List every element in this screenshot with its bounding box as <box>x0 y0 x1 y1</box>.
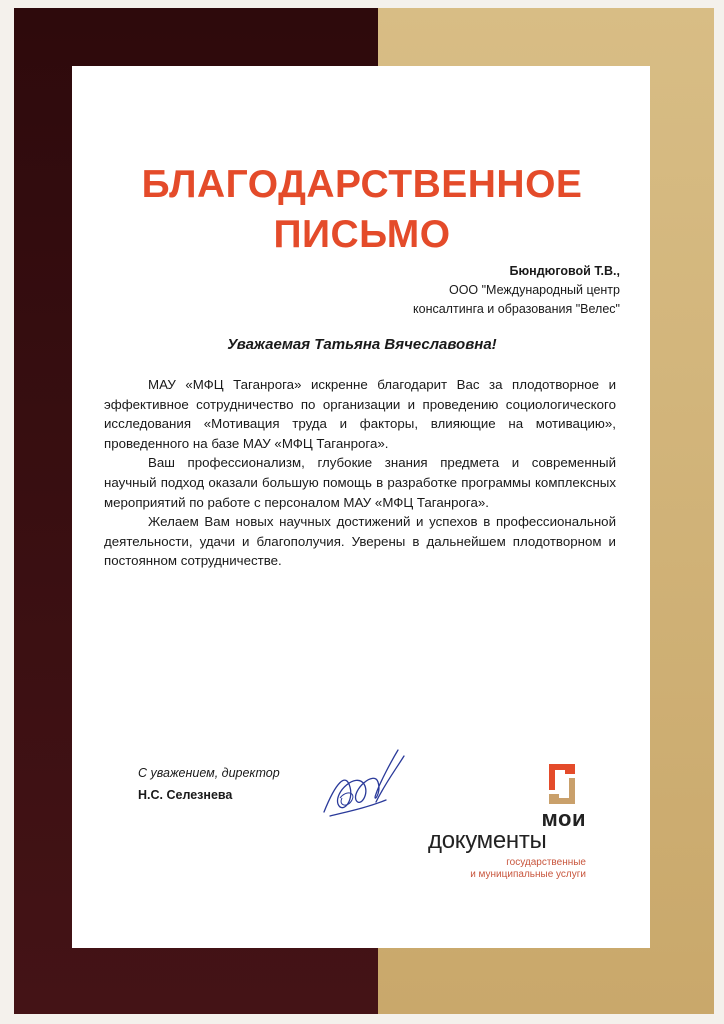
body-paragraph-2: Ваш профессионализм, глубокие знания предмета и современный научный подход оказали большую помощь в разработке программы комплексных мероприятий по работе с персоналом МАУ «МФЦ Таганрога». <box>104 455 616 510</box>
addressee-block <box>413 262 620 319</box>
logo-subtitle-line-1: государственные <box>506 857 586 868</box>
addressee-name: Бюндюговой Т.В., <box>509 264 620 278</box>
body-paragraph-3: Желаем Вам новых научных достижений и успехов в профессиональной деятельности, удачи и благополучия. Уверены в дальнейшем плодотворном и постоянном сотрудничестве. <box>104 514 616 569</box>
logo-docs: документы <box>428 827 547 854</box>
letter-body <box>104 375 616 571</box>
logo-subtitle <box>470 857 586 881</box>
closing-block <box>138 762 280 806</box>
logo-subtitle-line-2: и муниципальные услуги <box>470 869 586 880</box>
title-line-2: ПИСЬМО <box>273 213 451 256</box>
body-paragraph-1: МАУ «МФЦ Таганрога» искренне благодарит Вас за плодотворное и эффективное сотрудничество по организации и проведению социологического исследования «Мотивация труда и факторы, влияющие на мотивацию», проведенного на базе МАУ «МФЦ Таганрога». <box>104 377 616 451</box>
addressee-org-line-1: ООО "Международный центр <box>448 283 620 297</box>
letter-title <box>0 160 724 260</box>
title-line-1: БЛАГОДАРСТВЕННОЕ <box>141 163 583 206</box>
salutation: Уважаемая Татьяна Вячеславовна! <box>227 336 497 353</box>
closing-regards: С уважением, директор <box>138 766 280 780</box>
addressee-org-line-2: консалтинга и образования "Велес" <box>413 302 620 316</box>
signer-name: Н.С. Селезнева <box>138 788 233 802</box>
logo-moi: мои <box>541 806 586 831</box>
handwritten-signature <box>316 742 416 832</box>
mfc-logo-icon <box>541 760 583 808</box>
